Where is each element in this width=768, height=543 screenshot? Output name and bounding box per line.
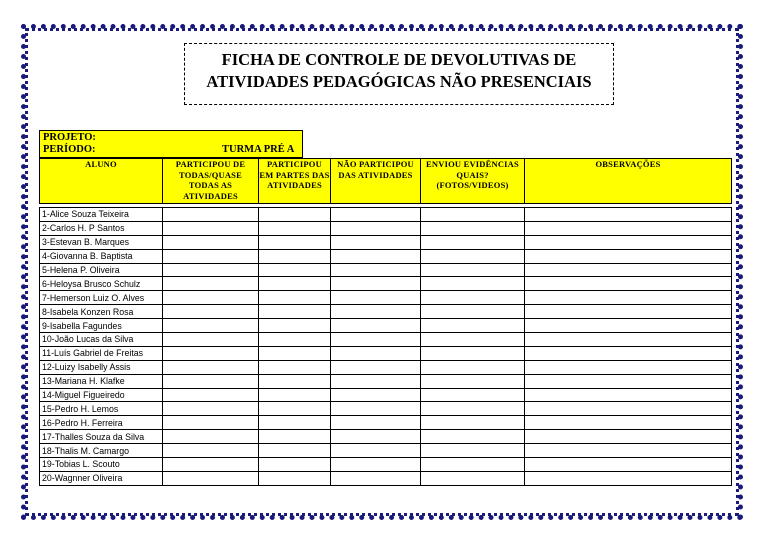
table-row [40,458,732,472]
blank-cell[interactable] [331,305,421,319]
blank-cell[interactable] [259,208,331,222]
student-name-cell: 19-Tobias L. Scouto [40,458,163,472]
blank-cell[interactable] [259,471,331,485]
student-name-cell: 6-Heloysa Brusco Schulz [40,277,163,291]
col-header-todas: PARTICIPOU DE TODAS/QUASE TODAS AS ATIVIDADES [163,159,259,204]
blank-cell[interactable] [525,444,732,458]
table-row [40,333,732,347]
blank-cell[interactable] [331,402,421,416]
blank-cell[interactable] [163,360,259,374]
blank-cell[interactable] [331,374,421,388]
blank-cell[interactable] [421,374,525,388]
blank-cell[interactable] [259,263,331,277]
control-table [39,158,732,486]
table-row [40,249,732,263]
blank-cell[interactable] [259,319,331,333]
student-name-cell: 9-Isabella Fagundes [40,319,163,333]
blank-cell[interactable] [331,471,421,485]
blank-cell[interactable] [525,360,732,374]
blank-cell[interactable] [421,388,525,402]
title-line-1: FICHA DE CONTROLE DE DEVOLUTIVAS DE [221,50,577,69]
blank-cell[interactable] [525,221,732,235]
blank-cell[interactable] [331,208,421,222]
table-row [40,471,732,485]
student-name-cell: 1-Alice Souza Teixeira [40,208,163,222]
col-header-partes: PARTICIPOU EM PARTES DAS ATIVIDADES [259,159,331,204]
blank-cell[interactable] [525,319,732,333]
blank-cell[interactable] [331,430,421,444]
blank-cell[interactable] [525,416,732,430]
blank-cell[interactable] [259,235,331,249]
blank-cell[interactable] [421,430,525,444]
student-name-cell: 5-Helena P. Oliveira [40,263,163,277]
blank-cell[interactable] [331,416,421,430]
blank-cell[interactable] [259,374,331,388]
blank-cell[interactable] [525,291,732,305]
blank-cell[interactable] [525,402,732,416]
blank-cell[interactable] [331,319,421,333]
blank-cell[interactable] [259,360,331,374]
student-name-cell: 16-Pedro H. Ferreira [40,416,163,430]
blank-cell[interactable] [259,277,331,291]
blank-cell[interactable] [259,305,331,319]
student-name-cell: 15-Pedro H. Lemos [40,402,163,416]
student-name-cell: 3-Estevan B. Marques [40,235,163,249]
student-name-cell: 8-Isabela Konzen Rosa [40,305,163,319]
table-row [40,263,732,277]
blank-cell[interactable] [525,388,732,402]
student-name-cell: 14-Miguel Figueiredo [40,388,163,402]
table-row [40,360,732,374]
table-row [40,346,732,360]
blank-cell[interactable] [163,305,259,319]
blank-cell[interactable] [331,249,421,263]
student-name-cell: 2-Carlos H. P Santos [40,221,163,235]
blank-cell[interactable] [163,333,259,347]
blank-cell[interactable] [525,430,732,444]
blank-cell[interactable] [259,291,331,305]
blank-cell[interactable] [163,458,259,472]
blank-cell[interactable] [331,458,421,472]
blank-cell[interactable] [421,291,525,305]
blank-cell[interactable] [331,291,421,305]
student-name-cell: 17-Thalles Souza da Silva [40,430,163,444]
blank-cell[interactable] [163,249,259,263]
col-header-evidencias: ENVIOU EVIDÊNCIAS QUAIS? (FOTOS/VIDEOS) [421,159,525,204]
blank-cell[interactable] [421,458,525,472]
blank-cell[interactable] [525,277,732,291]
blank-cell[interactable] [525,471,732,485]
blank-cell[interactable] [525,208,732,222]
blank-cell[interactable] [525,305,732,319]
col-header-nao: NÃO PARTICIPOU DAS ATIVIDADES [331,159,421,204]
blank-cell[interactable] [331,235,421,249]
title-box [184,43,614,105]
blank-cell[interactable] [421,249,525,263]
blank-cell[interactable] [163,263,259,277]
table-row [40,402,732,416]
blank-cell[interactable] [259,458,331,472]
blank-cell[interactable] [259,346,331,360]
table-row [40,430,732,444]
student-name-cell: 10-João Lucas da Silva [40,333,163,347]
student-name-cell: 18-Thalis M. Camargo [40,444,163,458]
blank-cell[interactable] [421,444,525,458]
blank-cell[interactable] [163,444,259,458]
blank-cell[interactable] [421,263,525,277]
blank-cell[interactable] [331,444,421,458]
table-row [40,277,732,291]
blank-cell[interactable] [163,208,259,222]
col-header-observacoes: OBSERVAÇÕES [525,159,732,204]
blank-cell[interactable] [163,374,259,388]
blank-cell[interactable] [331,333,421,347]
blank-cell[interactable] [259,333,331,347]
blank-cell[interactable] [259,430,331,444]
blank-cell[interactable] [421,416,525,430]
col-header-aluno: ALUNO [40,159,163,204]
blank-cell[interactable] [421,221,525,235]
blank-cell[interactable] [525,249,732,263]
blank-cell[interactable] [163,402,259,416]
table-row [40,444,732,458]
blank-cell[interactable] [163,291,259,305]
student-name-cell: 4-Giovanna B. Baptista [40,249,163,263]
blank-cell[interactable] [525,333,732,347]
student-name-cell: 20-Wagnner Oliveira [40,471,163,485]
blank-cell[interactable] [525,374,732,388]
table-row [40,319,732,333]
blank-cell[interactable] [259,444,331,458]
blank-cell[interactable] [421,319,525,333]
blank-cell[interactable] [421,360,525,374]
blank-cell[interactable] [421,277,525,291]
projeto-label: PROJETO: [43,132,96,143]
turma-label: TURMA PRÉ A [222,144,295,155]
title-line-2: ATIVIDADES PEDAGÓGICAS NÃO PRESENCIAIS [206,72,592,91]
blank-cell[interactable] [259,402,331,416]
student-name-cell: 11-Luís Gabriel de Freitas [40,346,163,360]
blank-cell[interactable] [163,471,259,485]
blank-cell[interactable] [163,277,259,291]
table-row [40,388,732,402]
table-row [40,374,732,388]
blank-cell[interactable] [421,346,525,360]
periodo-label: PERÍODO: [43,144,96,155]
blank-cell[interactable] [525,346,732,360]
blank-cell[interactable] [259,388,331,402]
student-name-cell: 13-Mariana H. Klafke [40,374,163,388]
blank-cell[interactable] [163,235,259,249]
blank-cell[interactable] [525,458,732,472]
student-name-cell: 7-Hemerson Luiz O. Alves [40,291,163,305]
blank-cell[interactable] [163,319,259,333]
table-row [40,235,732,249]
blank-cell[interactable] [163,388,259,402]
table-row [40,305,732,319]
project-info-box [39,130,303,158]
blank-cell[interactable] [331,277,421,291]
blank-cell[interactable] [525,263,732,277]
blank-cell[interactable] [331,263,421,277]
table-row [40,416,732,430]
blank-cell[interactable] [421,333,525,347]
blank-cell[interactable] [331,388,421,402]
blank-cell[interactable] [259,249,331,263]
blank-cell[interactable] [421,402,525,416]
table-row [40,221,732,235]
blank-cell[interactable] [421,235,525,249]
table-header-row [40,159,732,204]
blank-cell[interactable] [421,305,525,319]
blank-cell[interactable] [331,221,421,235]
table-row [40,208,732,222]
blank-cell[interactable] [421,208,525,222]
blank-cell[interactable] [163,221,259,235]
blank-cell[interactable] [259,221,331,235]
blank-cell[interactable] [421,471,525,485]
blank-cell[interactable] [331,346,421,360]
blank-cell[interactable] [163,416,259,430]
student-name-cell: 12-Luizy Isabelly Assis [40,360,163,374]
blank-cell[interactable] [163,346,259,360]
blank-cell[interactable] [259,416,331,430]
table-row [40,291,732,305]
blank-cell[interactable] [331,360,421,374]
blank-cell[interactable] [525,235,732,249]
blank-cell[interactable] [163,430,259,444]
